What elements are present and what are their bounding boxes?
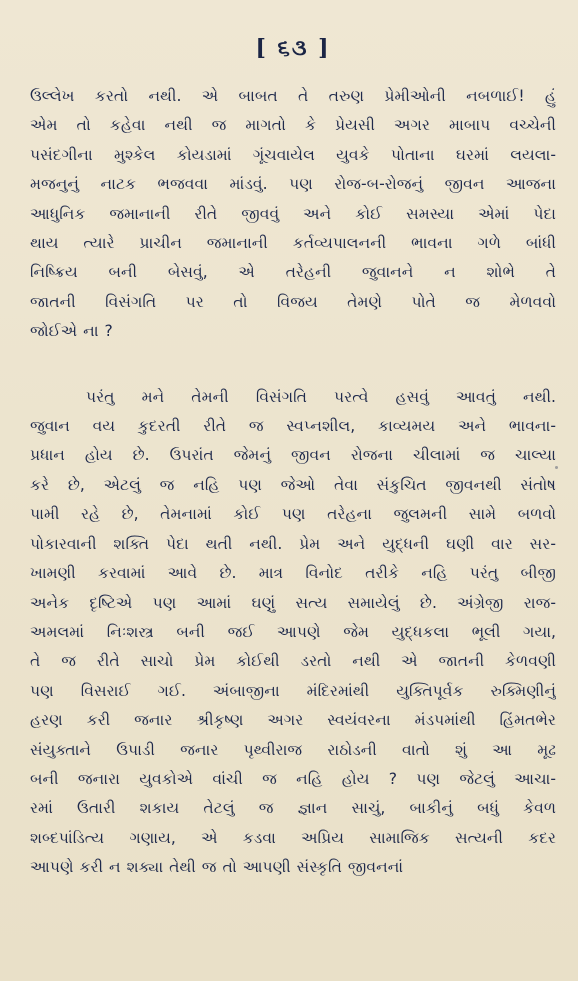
text-line: ઉલ્લેખ કરતો નથી. એ બાબત તે તરુણ પ્રેમીઓની નબળાઈ! હું [30, 87, 556, 105]
text-line: બની જનારા યુવકોએ વાંચી જ નહિ હોય ? પણ જેટલું આચા- [30, 769, 556, 788]
text-line: જોઈએ ના ? [30, 322, 113, 341]
text-line: શબ્દપાંડિત્ય ગણાય, એ કડવા અપ્રિય સામાજિક સત્યની કદર [30, 828, 556, 847]
text-line: નિષ્ક્રિય બની બેસવું, એ તરેહની જુવાનને ન શોભે તે [30, 263, 556, 282]
text-line: પોકારવાની શક્તિ પેદા થતી નથી. પ્રેમ અને યુદ્ધની ઘણી વાર સર- [30, 534, 556, 553]
text-line: આધુનિક જમાનાની રીતે જીવવું અને કોઈ સમસ્યા એમાં પેદા [30, 204, 556, 223]
page-number: [ ૬૩ ] [255, 35, 331, 61]
text-line: સંયુક્તાને ઉપાડી જનાર પૃથ્વીરાજ રાઠોડની વાતો શું આ મૂઢ [30, 740, 556, 759]
paragraph-1 [30, 82, 556, 347]
text-line: પામી રહે છે, તેમનામાં કોઈ પણ તરેહના જુલમની સામે બળવો [30, 505, 556, 524]
text-line: અનેક દૃષ્ટિએ પણ આમાં ઘણું સત્ય સમાયેલું છે. અંગ્રેજી રાજ- [30, 593, 556, 612]
text-line: મજનુનું નાટક ભજવવા માંડવું. પણ રોજ-બ-રોજનું જીવન આજના [30, 175, 556, 194]
paragraph-2 [30, 383, 556, 883]
text-line: પણ વિસરાઈ ગઈ. અંબાજીના મંદિરમાંથી યુક્તિપૂર્વક રુક્મિણીનું [30, 681, 556, 700]
text-line: પસંદગીના મુશ્કેલ કોયડામાં ગૂંચવાયેલ યુવકે પોતાના ઘરમાં લયલા- [30, 145, 556, 164]
text-line: જાતની વિસંગતિ પર તો વિજય તેમણે પોતે જ મેળવવો [30, 292, 556, 311]
text-line: જુવાન વય કુદરતી રીતે જ સ્વપ્નશીલ, કાવ્યમય અને ભાવના- [30, 417, 556, 436]
text-line: ખામણી કરવામાં આવે છે. માત્ર વિનોદ તરીકે નહિ પરંતુ બીજી [30, 564, 556, 583]
text-line: રમાં ઉતારી શકાય તેટલું જ જ્ઞાન સાચું, બાકીનું બધું કેવળ [30, 799, 556, 818]
text-line: અમલમાં નિઃશસ્ત્ર બની જઈ આપણે જેમ યુદ્ધકલા ભૂલી ગયા, [30, 622, 556, 641]
text-line: આપણે કરી ન શક્યા તેથી જ તો આપણી સંસ્કૃતિ જીવનનાં [30, 858, 404, 877]
text-line: પરંતુ મને તેમની વિસંગતિ પરત્વે હસવું આવતું નથી. [86, 387, 556, 406]
paper-speck [555, 466, 558, 469]
text-line: હરણ કરી જનાર શ્રીકૃષ્ણ અગર સ્વયંવરના મંડપમાંથી હિંમતભેર [30, 711, 556, 730]
text-line: થાય ત્યારે પ્રાચીન જમાનાની કર્તવ્યપાલનની ભાવના ગળે બાંધી [30, 234, 556, 253]
text-line: એમ તો કહેવા નથી જ માગતો કે પ્રેયસી અગર માબાપ વચ્ચેની [30, 116, 556, 135]
text-line: તે જ રીતે સાચો પ્રેમ કોઈથી ડરતો નથી એ જાતની કેળવણી [30, 652, 556, 671]
text-line: કરે છે, એટલું જ નહિ પણ જેઓ તેવા સંકુચિત જીવનથી સંતોષ [30, 475, 556, 494]
text-line: પ્રધાન હોય છે. ઉપરાંત જેમનું જીવન રોજના ચીલામાં જ ચાલ્યા [30, 446, 556, 465]
